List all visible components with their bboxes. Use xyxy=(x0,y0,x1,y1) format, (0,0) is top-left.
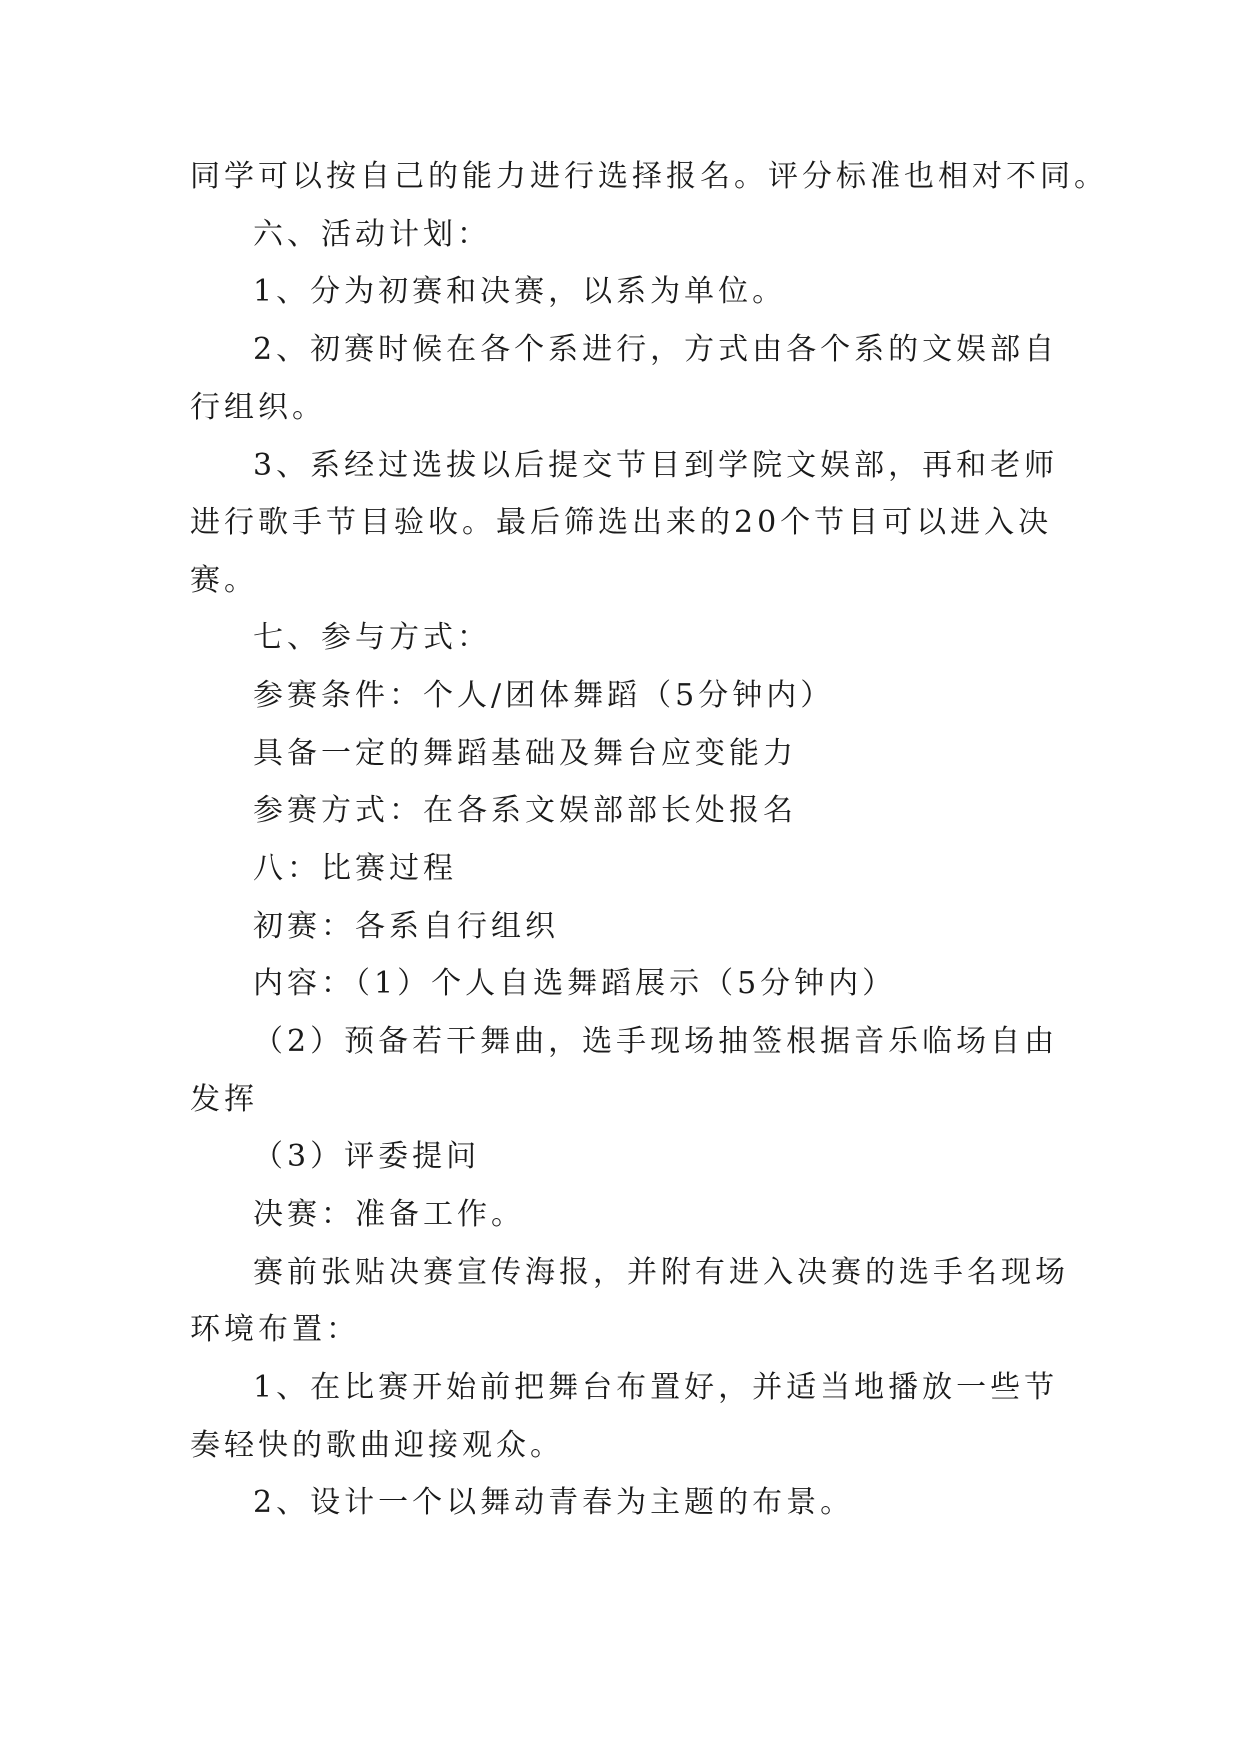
text-line: 赛。 xyxy=(190,563,258,598)
text-line: 赛前张贴决赛宣传海报，并附有进入决赛的选手名现场 xyxy=(253,1255,1069,1290)
section-heading-competition-process: 八：比赛过程 xyxy=(253,851,457,886)
text-line: 行组织。 xyxy=(190,390,326,425)
text-line: 环境布置： xyxy=(190,1312,360,1347)
text-line: 内容：（1）个人自选舞蹈展示（5分钟内） xyxy=(253,966,897,1001)
list-item: （3）评委提问 xyxy=(253,1139,481,1174)
list-item: 1、分为初赛和决赛，以系为单位。 xyxy=(253,274,787,309)
section-heading-activity-plan: 六、活动计划： xyxy=(253,217,491,252)
text-line: 奏轻快的歌曲迎接观众。 xyxy=(190,1428,564,1463)
text-line: 参赛条件：个人/团体舞蹈（5分钟内） xyxy=(253,678,835,713)
text-line: 参赛方式：在各系文娱部部长处报名 xyxy=(253,793,797,828)
text-line: 发挥 xyxy=(190,1082,258,1117)
section-heading-participation: 七、参与方式： xyxy=(253,620,491,655)
text-line: 初赛：各系自行组织 xyxy=(253,909,559,944)
list-item: 1、在比赛开始前把舞台布置好，并适当地播放一些节 xyxy=(253,1370,1059,1405)
list-item: 3、系经过选拔以后提交节目到学院文娱部，再和老师 xyxy=(253,448,1059,483)
text-line: 具备一定的舞蹈基础及舞台应变能力 xyxy=(253,736,797,771)
text-line: 进行歌手节目验收。最后筛选出来的20个节目可以进入决 xyxy=(190,505,1053,540)
list-item: 2、初赛时候在各个系进行，方式由各个系的文娱部自 xyxy=(253,332,1059,367)
list-item: （2）预备若干舞曲，选手现场抽签根据音乐临场自由 xyxy=(253,1024,1059,1059)
list-item: 2、设计一个以舞动青春为主题的布景。 xyxy=(253,1485,855,1520)
text-line: 决赛：准备工作。 xyxy=(253,1197,525,1232)
text-line: 同学可以按自己的能力进行选择报名。评分标准也相对不同。 xyxy=(190,159,1108,194)
